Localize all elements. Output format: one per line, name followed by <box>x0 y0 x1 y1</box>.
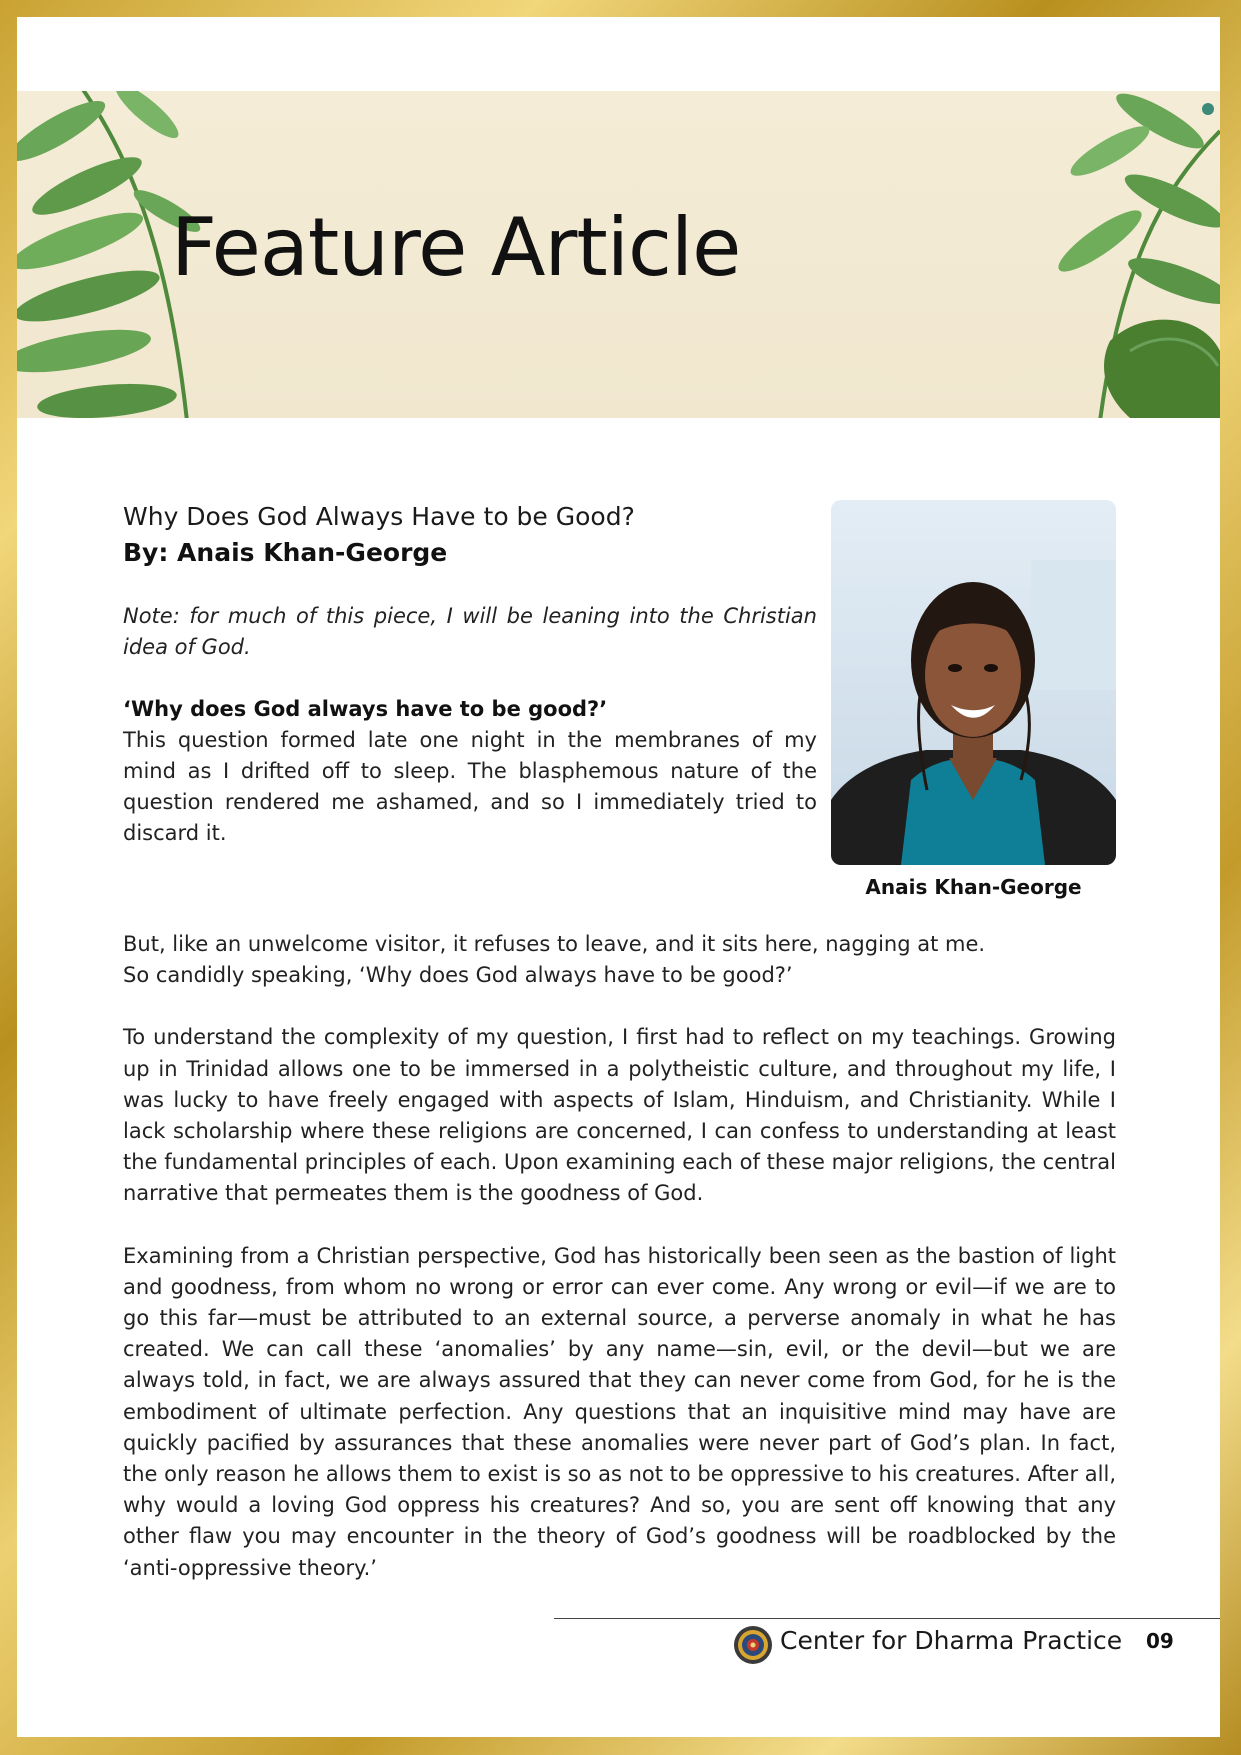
key-question: ‘Why does God always have to be good?’ <box>123 697 608 721</box>
body-line: So candidly speaking, ‘Why does God always have to be good?’ <box>123 963 793 988</box>
page <box>17 17 1220 1737</box>
dharma-center-logo-icon <box>733 1625 773 1665</box>
intro-text: This question formed late one night in the membranes of my mind as I drifted off to sleep. The blasphemous nature of the question rendered me ashamed, and so I immediately tried to discard it. <box>123 728 817 845</box>
page-title: Feature Article <box>171 201 741 294</box>
body-paragraph <box>123 929 1116 991</box>
footer-organization: Center for Dharma Practice <box>780 1626 1123 1655</box>
page-number: 09 <box>1146 1629 1174 1653</box>
author-note: Note: for much of this piece, I will be leaning into the Christian idea of God. <box>123 604 817 659</box>
intro-paragraph <box>123 694 817 849</box>
article-byline: By: Anais Khan-George <box>123 538 448 567</box>
feature-banner <box>17 91 1220 418</box>
footer-divider <box>554 1618 1220 1619</box>
leaf-decoration-right-icon <box>990 91 1220 418</box>
author-photo <box>831 500 1116 865</box>
body-line: But, like an unwelcome visitor, it refuses to leave, and it sits here, nagging at me. <box>123 932 986 956</box>
author-portrait-icon <box>831 500 1116 865</box>
article-header <box>123 499 823 571</box>
photo-caption: Anais Khan-George <box>865 875 1082 899</box>
article-body <box>123 929 1116 1615</box>
article-title: Why Does God Always Have to be Good? <box>123 502 635 531</box>
body-paragraph: To understand the complexity of my question, I first had to reflect on my teachings. Growing up in Trinidad allows one to be immersed in a polytheistic culture, and throughout my life, I was lucky to have freely engaged with aspects of Islam, Hinduism, and Christianity. While I lack scholarship where these religions are concerned, I can confess to understanding at least the fundamental principles of each. Upon examining each of these major religions, the central narrative that permeates them is the goodness of God. <box>123 1025 1116 1206</box>
body-paragraph: Examining from a Christian perspective, God has historically been seen as the bastion of light and goodness, from whom no wrong or error can ever come. Any wrong or evil—if we are to go this far—must be attributed to an external source, a perverse anomaly in what he has created. We can call these ‘anomalies’ by any name—sin, evil, or the devil—but we are always told, in fact, we are always assured that they can never come from God, for he is the embodiment of ultimate perfection. Any questions that an inquisitive mind may have are quickly pacified by assurances that these anomalies were never part of God’s plan. In fact, the only reason he allows them to exist is so as not to be oppressive to his creatures. After all, why would a loving God oppress his creatures? And so, you are sent off knowing that any other flaw you may encounter in the theory of God’s goodness will be roadblocked by the ‘anti-oppressive theory.’ <box>123 1243 1116 1580</box>
